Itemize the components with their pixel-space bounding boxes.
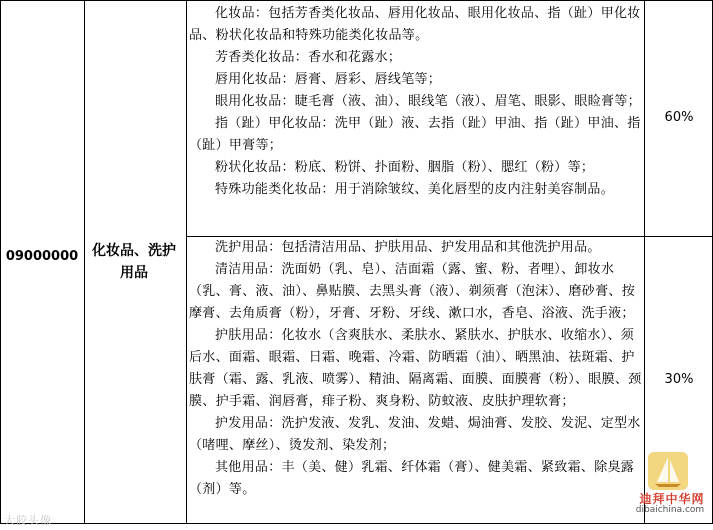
washcare-line: 清洁用品：洗面奶（乳、皂）、洁面霜（露、蜜、粉、者哩）、卸妆水（乳、膏、液、油）、鼻贴膜、去黑头膏（液）、剃须膏（泡沫）、磨砂膏、按摩膏、去角质膏（粉），牙膏、牙粉、牙线、漱口水，香皂、浴液、洗手液； bbox=[189, 262, 636, 321]
cosmetics-line: 眼用化妆品：睫毛膏（液、油）、眼线笔（液）、眉笔、眼影、眼睑膏等； bbox=[215, 94, 641, 109]
cosmetics-line: 芳香类化妆品：香水和花露水； bbox=[215, 50, 402, 65]
row-border-bottom bbox=[0, 523, 713, 524]
site-logo bbox=[628, 452, 712, 515]
category-name: 化妆品、洗护用品 bbox=[92, 243, 176, 281]
cosmetics-line: 特殊功能类化妆品：用于消除皱纹、美化唇型的皮内注射美容制品。 bbox=[215, 182, 615, 197]
category-code: 09000000 bbox=[5, 248, 79, 264]
cosmetics-line: 粉状化妆品：粉底、粉饼、扑面粉、胭脂（粉）、腮红（粉）等； bbox=[215, 160, 595, 175]
watermark-text: 大胶头像 bbox=[4, 514, 52, 527]
washcare-line: 其他用品：丰（美、健）乳霜、纤体霜（膏）、健美霜、紧致霜、除臭露（剂）等。 bbox=[189, 460, 635, 497]
washcare-line: 护发用品：洗护发液、发乳、发油、发蜡、焗油膏、发胶、发泥、定型水（啫哩、摩丝）、烫发剂、染发剂； bbox=[189, 416, 641, 453]
logo-en-text: dibaichina.com bbox=[635, 505, 705, 515]
sail-logo-icon bbox=[648, 452, 688, 490]
cosmetics-line: 唇用化妆品：唇膏、唇彩、唇线笔等； bbox=[215, 72, 442, 87]
washcare-line: 护肤用品：化妆水（含爽肤水、柔肤水、紧肤水、护肤水、收缩水）、须后水、面霜、眼霜、日霜、晚霜、冷霜、防晒霜（油）、晒黑油、祛斑霜、护肤膏（霜、露、乳液、喷雾）、精油、隔离霜、面膜、面膜膏（粉）、眼膜、颈膜、护手霜、润唇膏，痱子粉、爽身粉、防蚊液、皮肤护理软膏； bbox=[189, 328, 642, 409]
washcare-description bbox=[189, 237, 643, 501]
logo-cn-text: 迪拜中华网 bbox=[639, 492, 705, 506]
cosmetics-description bbox=[189, 3, 643, 201]
col-border-2 bbox=[186, 0, 187, 524]
col-border-1 bbox=[84, 0, 85, 524]
washcare-line: 洗护用品：包括清洁用品、护肤用品、护发用品和其他洗护用品。 bbox=[215, 240, 601, 255]
cosmetics-line: 指（趾）甲化妆品：洗甲（趾）液、去指（趾）甲油、指（趾）甲油、指（趾）甲膏等； bbox=[189, 116, 641, 153]
cosmetics-line: 化妆品：包括芳香类化妆品、唇用化妆品、眼用化妆品、指（趾）甲化妆品、粉状化妆品和特殊功能类化妆品等。 bbox=[189, 6, 641, 43]
cosmetics-rate: 60% bbox=[664, 110, 694, 125]
washcare-rate: 30% bbox=[664, 372, 694, 387]
col-border-3 bbox=[644, 0, 645, 524]
row-border-top bbox=[0, 0, 713, 1]
